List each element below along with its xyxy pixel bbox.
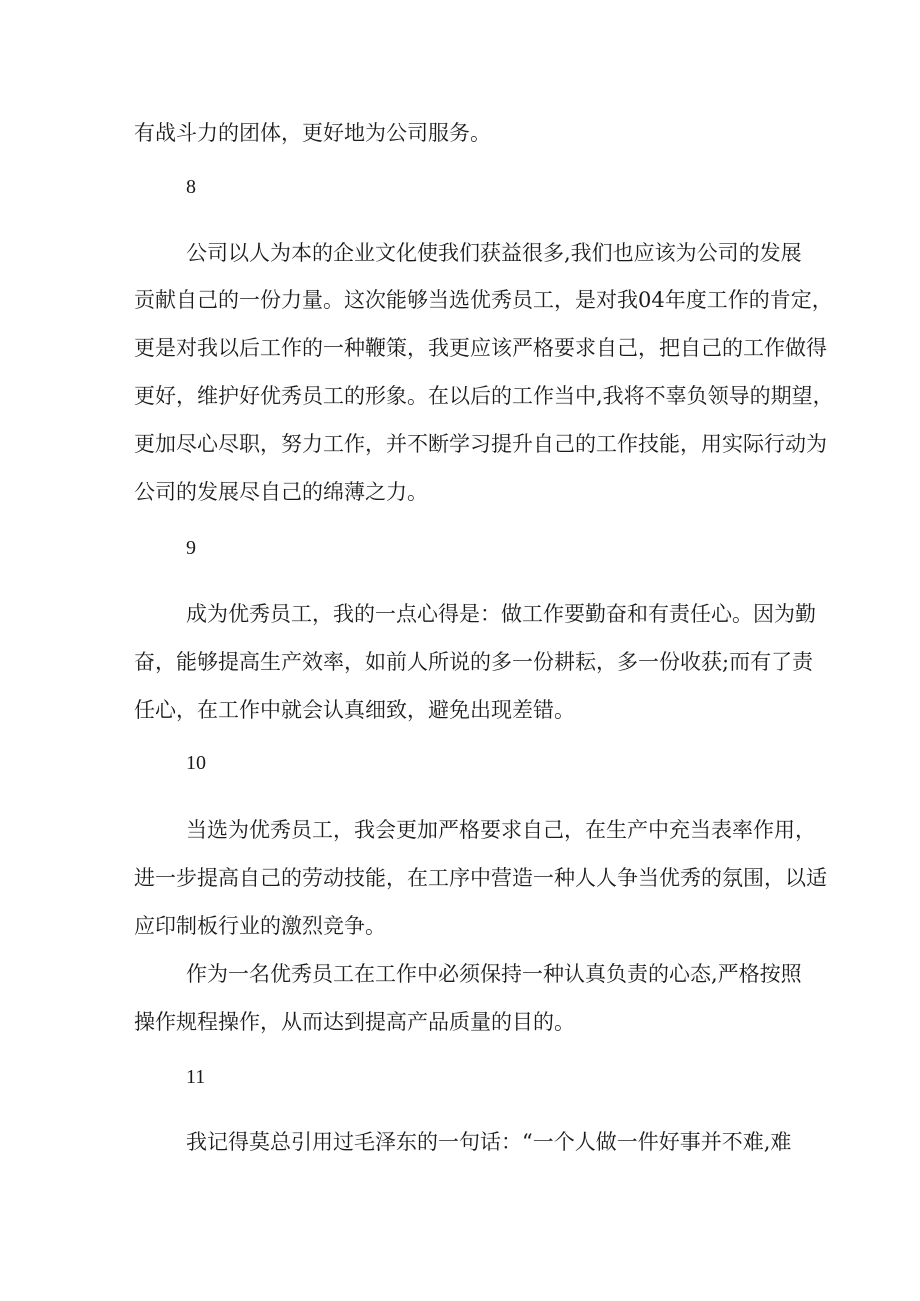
paragraph-line: 有战斗力的团体，更好地为公司服务。 — [134, 121, 491, 145]
paragraph-line: 进一步提高自己的劳动技能，在工序中营造一种人人争当优秀的氛围，以适 — [134, 866, 827, 890]
section-number: 10 — [186, 752, 206, 774]
paragraph-line: 贡献自己的一份力量。这次能够当选优秀员工，是对我04年度工作的肯定， — [134, 288, 833, 312]
paragraph-line: 公司的发展尽自己的绵薄之力。 — [134, 480, 428, 504]
paragraph-line: 更加尽心尽职，努力工作，并不断学习提升自己的工作技能，用实际行动为 — [134, 432, 827, 456]
paragraph-line: 当选为优秀员工，我会更加严格要求自己，在生产中充当表率作用， — [186, 818, 816, 842]
paragraph-line: 我记得莫总引用过毛泽东的一句话：“一个人做一件好事并不难,难 — [186, 1130, 792, 1154]
section-number: 9 — [186, 537, 196, 559]
section-number: 11 — [186, 1066, 206, 1088]
paragraph-line: 任心，在工作中就会认真细致，避免出现差错。 — [134, 698, 575, 722]
paragraph-line: 操作规程操作，从而达到提高产品质量的目的。 — [134, 1010, 575, 1034]
paragraph-line: 更是对我以后工作的一种鞭策，我更应该严格要求自己，把自己的工作做得 — [134, 336, 827, 360]
paragraph-line: 奋，能够提高生产效率，如前人所说的多一份耕耘，多一份收获;而有了责 — [134, 650, 814, 674]
paragraph-line: 应印制板行业的激烈竞争。 — [134, 914, 386, 938]
paragraph-line: 作为一名优秀员工在工作中必须保持一种认真负责的心态,严格按照 — [186, 962, 802, 986]
paragraph-line: 公司以人为本的企业文化使我们获益很多,我们也应该为公司的发展 — [186, 241, 802, 265]
paragraph-line: 更好，维护好优秀员工的形象。在以后的工作当中,我将不辜负领导的期望， — [134, 384, 834, 408]
paragraph-line: 成为优秀员工，我的一点心得是：做工作要勤奋和有责任心。因为勤 — [186, 602, 816, 626]
section-number: 8 — [186, 176, 196, 198]
